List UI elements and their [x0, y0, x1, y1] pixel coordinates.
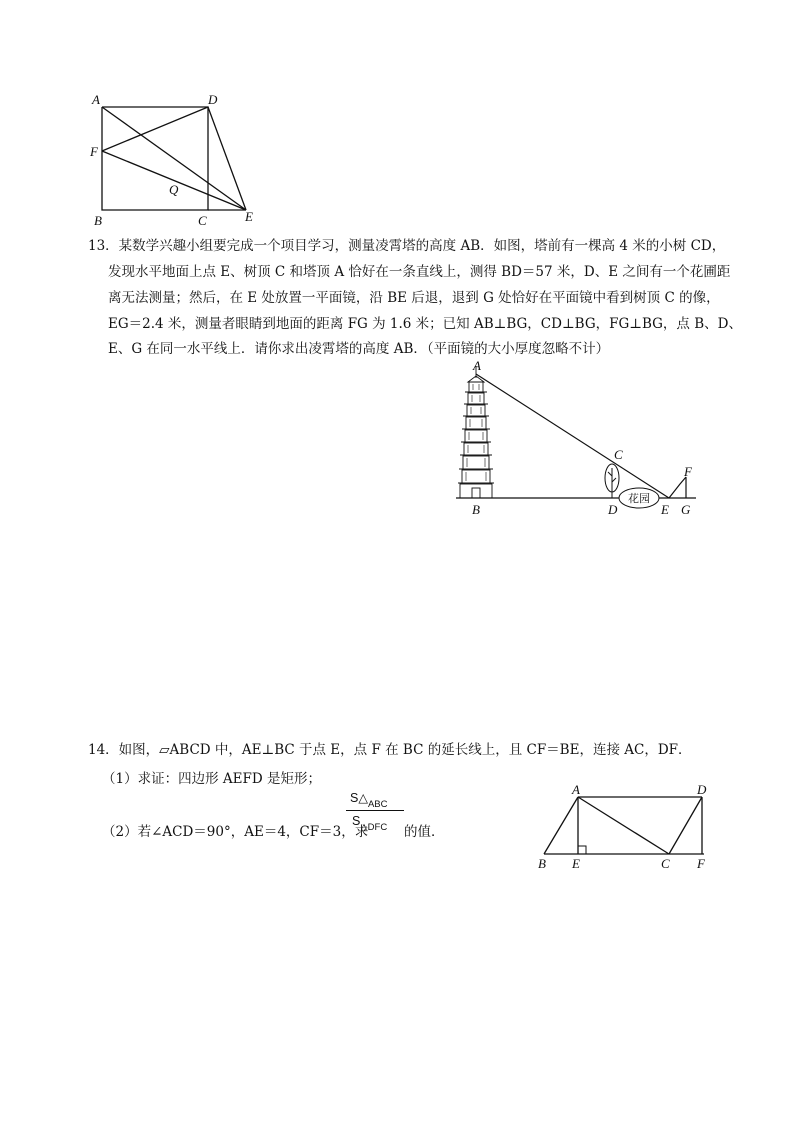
label-d: D	[208, 92, 218, 107]
q14-line-1: 14．如图，▱ABCD 中，AE⊥BC 于点 E，点 F 在 BC 的延长线上，且 CF＝BE，连接 AC，DF．	[88, 742, 692, 758]
denominator-main: S	[352, 814, 361, 828]
square-outline	[102, 107, 208, 210]
label-c: C	[614, 447, 623, 462]
right-angle-mark	[578, 846, 586, 854]
area-ratio-fraction	[346, 788, 404, 842]
label-d: D	[608, 502, 618, 517]
label-f: F	[90, 144, 98, 159]
q13-line-2: 发现水平地面上点 E、树顶 C 和塔顶 A 恰好在一条直线上，测得 BD＝57 米，D、E 之间有一个花圃距	[108, 264, 731, 280]
label-e: E	[245, 209, 253, 224]
label-b: B	[94, 213, 102, 228]
fraction-numerator	[350, 790, 388, 810]
figure-3-parallelogram	[532, 780, 722, 875]
fraction-bar	[346, 810, 404, 811]
figure-1-square	[84, 92, 264, 232]
line-de	[208, 107, 246, 210]
pagoda-drawing	[458, 366, 494, 498]
label-e: E	[661, 502, 669, 517]
q13-line-3: 离无法测量；然后，在 E 处放置一平面镜，沿 BE 后退，退到 G 处恰好在平面镜中看到树顶 C 的像，	[108, 290, 720, 306]
label-f: F	[697, 856, 705, 871]
line-ef	[669, 477, 686, 498]
q14-part-1: （1）求证：四边形 AEFD 是矩形；	[102, 771, 321, 787]
tree-drawing	[605, 464, 619, 498]
garden-label: 花园	[628, 492, 650, 505]
numerator-main: S△	[350, 791, 368, 805]
figure-2-pagoda	[448, 360, 708, 520]
label-d: D	[697, 782, 707, 797]
diagonal-ac	[578, 797, 669, 854]
q14-part-2-prefix: （2）若∠ACD＝90°，AE＝4，CF＝3，求	[102, 824, 369, 840]
denominator-sub: △DFC	[360, 822, 388, 833]
label-c: C	[198, 213, 207, 228]
label-a: A	[572, 782, 580, 797]
fraction-denominator	[352, 814, 388, 833]
side-dc	[669, 797, 702, 854]
label-a: A	[92, 92, 100, 107]
label-g: G	[681, 502, 691, 517]
label-f: F	[684, 464, 692, 479]
label-b: B	[538, 856, 546, 871]
label-b: B	[472, 502, 480, 517]
q13-line-4: EG＝2.4 米，测量者眼睛到地面的距离 FG 为 1.6 米；已知 AB⊥BG，CD⊥BG，FG⊥BG，点 B、D、	[108, 316, 742, 332]
q13-line-1: 13．某数学兴趣小组要完成一个项目学习，测量凌霄塔的高度 AB．如图，塔前有一棵高 4 米的小树 CD，	[88, 238, 726, 254]
label-a: A	[473, 358, 481, 373]
label-e: E	[572, 856, 580, 871]
label-q: Q	[169, 182, 179, 197]
q13-line-5: E、G 在同一水平线上．请你求出凌霄塔的高度 AB．（平面镜的大小厚度忽略不计）	[108, 341, 610, 357]
label-c: C	[661, 856, 670, 871]
side-ab	[544, 797, 578, 854]
line-fe	[102, 151, 246, 210]
numerator-sub: ABC	[367, 799, 388, 810]
line-ae	[476, 374, 669, 498]
q14-part-2-suffix: 的值．	[404, 824, 445, 840]
